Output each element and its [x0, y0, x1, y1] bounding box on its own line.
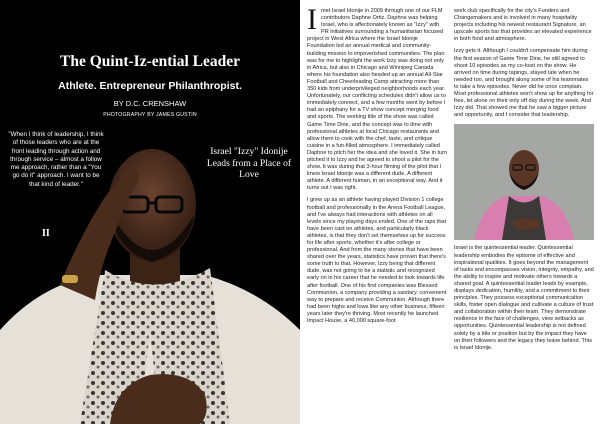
right-page: [300, 0, 600, 424]
paragraph-text: met Israel Idonije in 2009 through one of our FLM contributors Daphne Ortiz. Daphne was helping Israel, who is affectionately known as "Izzy" with PR initiatives surrounding a humanitarian focused project in West Africa where the Israel Idonije Foundation led an annual medical and community-building mission to impoverished communities. The plan was for me to highlight the work Izzy was doing not only in Africa, but also in Chicago and Winnipeg Canada where his foundation also headed up an annual All-Star Football and Cheerleading Camp attracting more than 350 kids from underprivileged neighborhoods each year. Unfortunately, our conflicting schedules didn't allow us to immediately connect, and a few months went by before I had an epiphany for a TV show concept merging food and sports. The working title of the show was called Game Time Dine, and the concept was to dine with professional athletes at local Chicago restaurants and allow them to cook with the chef, taste, and critique cuisine in a fun-filled atmosphere. I immediately called Daphne to pitch her the idea and she loved it. She in turn pitched it to Izzy and he agreed to shoot a pilot for the show. It was during that 3-hour filming of the pilot that I knew Israel Idonije was a different dude. A different athlete. A different human, in an exceptional way. And it turns out I was right.: [307, 8, 447, 192]
pull-quote: "When I think of leadership, I think of those leaders who are at the front leading through action and through service – almost a follow me approach, rather than a "You go do it" approach. I want to be that kind of leader.": [8, 131, 104, 188]
drop-cap: I: [307, 3, 317, 36]
callout-text: Israel "Izzy" Idonije Leads from a Place of Love: [206, 146, 292, 180]
photo-credit: PHOTOGRAPHY BY JAMES GUSTIN: [103, 112, 197, 118]
headline: The Quint-Iz-ential Leader: [60, 53, 240, 70]
article-paragraph: Izzy gets it. Although I couldn't compensate him during the first season of Game Time Dine, he still agreed to shoot 10 episodes as my co-host on the show. He arrived on time during tapings, stayed late when he needed too, and brought along some of his teammates to take a few episodes. Never did he once complain. Most professional athletes won't show up for anything for free, let alone on their only off day during the week. And Izzy did. That showed me that he saw a bigger picture and opportunity, and I consider that leadership.: [454, 48, 594, 119]
article-paragraph: [307, 3, 447, 192]
article-paragraph: Israel is the quintessential leader. Quintessential leadership embodies the epitome of effective and inspirational qualities. It goes beyond the management of tasks and encompasses vision, integrity, empathy, and the ability to inspire and motivate others towards a shared goal. A quintessential leader leads by example, displays dedication, humility, and a commitment to their principles. They possess exceptional communication skills, foster open dialogue and cultivate a culture of trust and collaboration within their team. They demonstrate resilience in the face of challenges, view setbacks as opportunities. Quintessential leadership is not defined solely by a title or position but by the impact they have on their followers and the legacy they leave behind. This is Israel Idonije.: [454, 245, 594, 351]
article-paragraph: I grew up as an athlete having played Division 1 college football and professionally in the Arena Football League, and I've always had interactions with athletes on all levels since my playing days ended. One of the raps that have been cast on athletes, and particularly black athletes, is that they don't set themselves up for success for life after sports, whether it's after college or professional. And from the many stories that have been shared over the years, statistics have proven that there's some truth to that. However, Izzy being that different dude, was not going to be a statistic and recognized early on in his career that he needed to look towards life after football. One of his first companies was Blessed Communion, a company providing a sanitary, convenient way to prepare and receive Communion. Although there had been highs and lows like any other business, fifteen years later they're thriving. Most recently he launched Impact House, a 40,000 square-foot: [307, 197, 447, 325]
article-column-1: [307, 3, 447, 330]
inset-photo: [454, 124, 594, 240]
quote-close-mark: II: [42, 228, 50, 239]
article-paragraph: work club specifically for the city's Funders and Changemakers and is involved in many hospitality projects including his newest restaurant Signature, an upscale sports bar that provides an elevated experience in both food and atmosphere.: [454, 8, 592, 43]
byline: BY D.C. CRENSHAW: [113, 99, 187, 108]
subhead: Athlete. Entrepreneur Philanthropist.: [58, 80, 242, 92]
article-column-2: [454, 8, 594, 357]
